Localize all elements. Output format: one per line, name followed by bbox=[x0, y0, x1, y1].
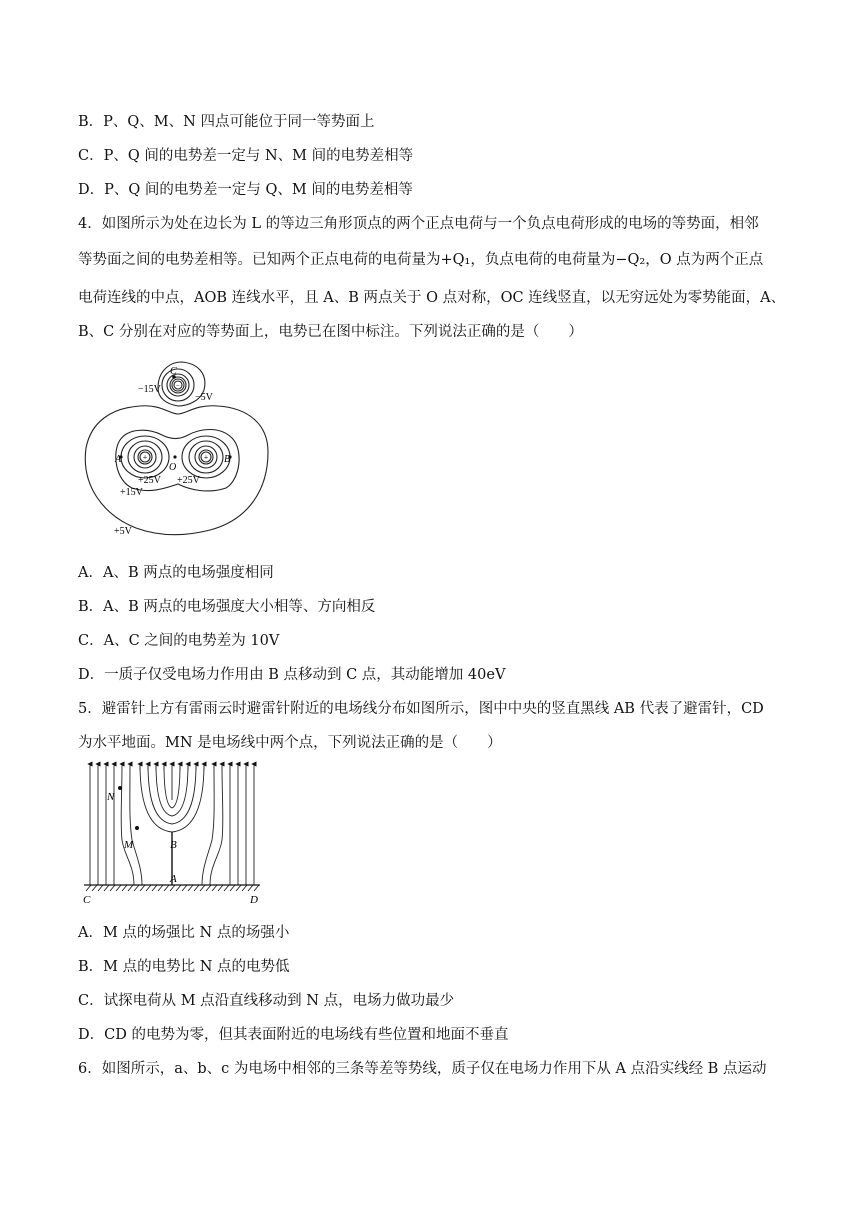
label-plus5v: +5V bbox=[114, 526, 132, 537]
negative-charge-minus: − bbox=[176, 382, 180, 390]
q4-stem-line-4: B、C 分别在对应的等势面上，电势已在图中标注。下列说法正确的是（ ） bbox=[78, 324, 583, 340]
label-plus15v: +15V bbox=[120, 487, 143, 498]
point-m-label: M bbox=[124, 839, 134, 851]
q5-option-a: A．M 点的场强比 N 点的场强小 bbox=[78, 925, 290, 941]
point-n-label: N bbox=[107, 791, 115, 803]
q4-stem-line-1: 4．如图所示为处在边长为 L 的等边三角形顶点的两个正点电荷与一个负点电荷形成的电场的等势面，相邻 bbox=[78, 216, 759, 232]
rod-top-b-label: B bbox=[170, 839, 177, 851]
q5-option-b: B．M 点的电势比 N 点的电势低 bbox=[78, 959, 290, 975]
q5-option-d: D．CD 的电势为零，但其表面附近的电场线有些位置和地面不垂直 bbox=[78, 1027, 509, 1043]
rod-base-a-label: A bbox=[170, 873, 177, 885]
point-b-label: B bbox=[224, 454, 231, 465]
q5-lightning-rod-figure bbox=[82, 760, 262, 905]
point-n bbox=[118, 786, 122, 790]
point-o-label: O bbox=[169, 462, 177, 473]
q4-equipotential-figure bbox=[78, 360, 278, 545]
q4-option-d: D．一质子仅受电场力作用由 B 点移动到 C 点，其动能增加 40eV bbox=[78, 667, 506, 683]
q5-stem-line-2: 为水平地面。MN 是电场线中两个点，下列说法正确的是（ ） bbox=[78, 735, 502, 751]
equipotential-plus5 bbox=[85, 406, 268, 535]
q4-stem-line-2: 等势面之间的电势差相等。已知两个正点电荷的电荷量为+Q₁，负点电荷的电荷量为−Q₂，O 点为两个正点 bbox=[78, 252, 764, 268]
ground-d-label: D bbox=[250, 894, 258, 905]
q4-option-b: B．A、B 两点的电场强度大小相等、方向相反 bbox=[78, 599, 376, 615]
q3-option-b: B．P、Q、M、N 四点可能位于同一等势面上 bbox=[78, 114, 375, 130]
point-a-label: A bbox=[115, 454, 122, 465]
label-minus15v: −15V bbox=[138, 384, 161, 395]
q4-option-a: A．A、B 两点的电场强度相同 bbox=[78, 565, 274, 581]
q4-stem-line-3: 电荷连线的中点，AOB 连线水平，且 A、B 两点关于 O 点对称，OC 连线竖直，以无穷远处为零势能面，A、 bbox=[78, 290, 786, 306]
q4-option-c: C．A、C 之间的电势差为 10V bbox=[78, 633, 280, 649]
q3-option-c: C．P、Q 间的电势差一定与 N、M 间的电势差相等 bbox=[78, 148, 414, 164]
q5-stem-line-1: 5．避雷针上方有雷雨云时避雷针附近的电场线分布如图所示，图中中央的竖直黑线 AB 代表了避雷针，CD bbox=[78, 701, 764, 717]
ground-c-label: C bbox=[83, 894, 91, 905]
right-charge-plus: + bbox=[203, 453, 209, 462]
point-m bbox=[135, 826, 139, 830]
point-c-label: C bbox=[170, 366, 177, 377]
q3-option-d: D．P、Q 间的电势差一定与 Q、M 间的电势差相等 bbox=[78, 182, 413, 198]
label-plus25v-right: +25V bbox=[177, 475, 200, 486]
label-plus25v-left: +25V bbox=[138, 475, 161, 486]
left-charge-plus: + bbox=[142, 453, 148, 462]
label-minus5v: −5V bbox=[195, 392, 213, 403]
q5-option-c: C．试探电荷从 M 点沿直线移动到 N 点，电场力做功最少 bbox=[78, 993, 455, 1009]
q6-stem-line-1: 6．如图所示，a、b、c 为电场中相邻的三条等差等势线，质子仅在电场力作用下从 A 点沿实线经 B 点运动 bbox=[78, 1061, 767, 1077]
